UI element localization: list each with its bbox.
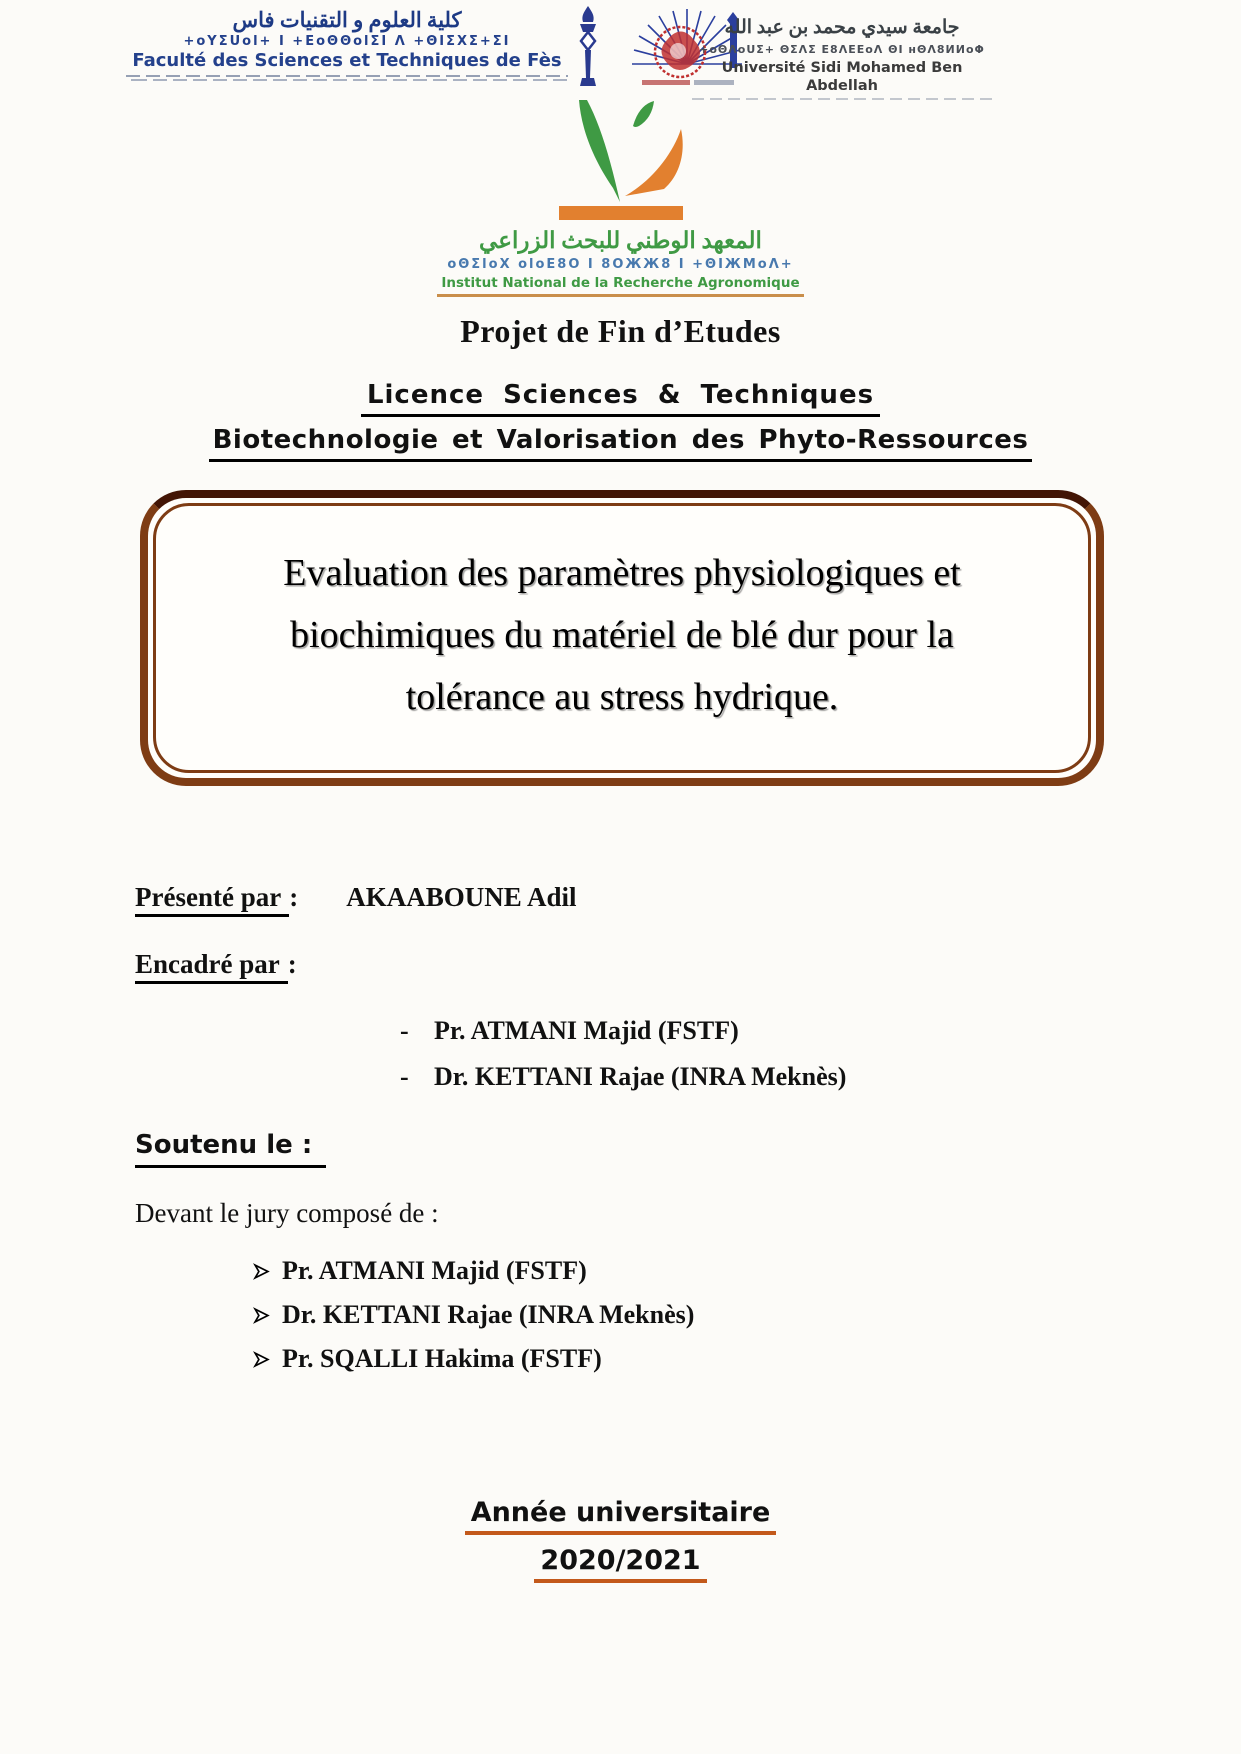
supervisor-item bbox=[400, 1054, 1241, 1100]
thesis-title-box bbox=[140, 490, 1104, 786]
dash-bullet: - bbox=[400, 1062, 409, 1091]
university-name-arabic: جامعة سيدي محمد بن عبد الله bbox=[724, 17, 960, 38]
thesis-title-box-inner bbox=[153, 503, 1091, 773]
program-title bbox=[0, 380, 1241, 417]
fst-torch-icon bbox=[566, 4, 610, 90]
header-divider bbox=[692, 98, 992, 100]
inra-logo-block bbox=[0, 96, 1241, 297]
presented-by-label: Présenté par bbox=[135, 882, 289, 917]
supervised-by-row bbox=[135, 949, 1241, 980]
academic-year-block bbox=[0, 1497, 1241, 1583]
dash-bullet: - bbox=[400, 1016, 409, 1045]
inra-name-tifinagh: oΘΣloX oloΕ8O I 8OЖЖ8 I +ΘΙЖMoΛ+ bbox=[447, 257, 794, 272]
jury-member bbox=[253, 1337, 1241, 1381]
defended-on-label: Soutenu le : bbox=[135, 1130, 326, 1168]
program-title-text: Licence Sciences & Techniques bbox=[361, 380, 880, 417]
university-name-tifinagh: +oΘΛoUΣ+ ΘΣΛΣ Ε8ΛΕΕoΛ ΘΙ ʜΘΛ8ИИoΦ bbox=[699, 43, 985, 56]
faculty-name-tifinagh: +oYΣUol+ I +ΕoΘΘolΣI Λ +ΘΙΣΧΣ+ΣΙ bbox=[183, 34, 511, 49]
university-name-french: Université Sidi Mohamed Ben Abdellah bbox=[721, 60, 963, 94]
thesis-title-line: biochimiques du matériel de blé dur pour la bbox=[290, 614, 954, 656]
colon: : bbox=[289, 882, 299, 912]
faculty-name-arabic: كلية العلوم و التقنيات فاس bbox=[232, 8, 462, 32]
thesis-title-line: tolérance au stress hydrique. bbox=[405, 676, 839, 718]
jury-intro: Devant le jury composé de : bbox=[135, 1198, 439, 1228]
presented-by-row bbox=[135, 882, 1241, 913]
supervisors-list bbox=[400, 1008, 1241, 1100]
supervisor-name: Dr. KETTANI Rajae (INRA Meknès) bbox=[434, 1062, 847, 1091]
faculty-name-french: Faculté des Sciences et Techniques de Fès bbox=[132, 50, 562, 71]
academic-year-value: 2020/2021 bbox=[534, 1545, 706, 1583]
header-divider bbox=[126, 75, 568, 77]
defended-on-row bbox=[135, 1130, 1241, 1168]
jury-member bbox=[253, 1293, 1241, 1337]
document-type-title: Projet de Fin d’Etudes bbox=[460, 313, 781, 349]
page-header bbox=[0, 0, 1241, 92]
colon: : bbox=[287, 949, 297, 979]
specialty-title bbox=[0, 425, 1241, 462]
arrow-bullet-icon bbox=[253, 1263, 270, 1280]
arrow-bullet-icon bbox=[253, 1351, 270, 1368]
jury-member-name: Dr. KETTANI Rajae (INRA Meknès) bbox=[282, 1300, 695, 1329]
faculty-header-block bbox=[126, 8, 568, 81]
inra-name-arabic: المعهد الوطني للبحث الزراعي bbox=[479, 228, 762, 253]
academic-year-label: Année universitaire bbox=[465, 1497, 777, 1535]
inra-plant-icon bbox=[521, 96, 721, 222]
arrow-bullet-icon bbox=[253, 1307, 270, 1324]
supervisor-item bbox=[400, 1008, 1241, 1054]
supervised-by-label: Encadré par bbox=[135, 949, 288, 984]
header-divider bbox=[126, 79, 568, 81]
jury-member bbox=[253, 1249, 1241, 1293]
author-name: AKAABOUNE Adil bbox=[346, 882, 577, 912]
supervisor-name: Pr. ATMANI Majid (FSTF) bbox=[434, 1016, 739, 1045]
jury-member-name: Pr. SQALLI Hakima (FSTF) bbox=[282, 1344, 602, 1373]
jury-list bbox=[253, 1249, 1241, 1381]
thesis-title-line: Evaluation des paramètres physiologiques et bbox=[283, 552, 961, 594]
university-header-block bbox=[692, 16, 992, 100]
jury-member-name: Pr. ATMANI Majid (FSTF) bbox=[282, 1256, 587, 1285]
specialty-title-text: Biotechnologie et Valorisation des Phyto-Ressources bbox=[209, 425, 1033, 462]
inra-name-french: Institut National de la Recherche Agronomique bbox=[437, 275, 803, 297]
